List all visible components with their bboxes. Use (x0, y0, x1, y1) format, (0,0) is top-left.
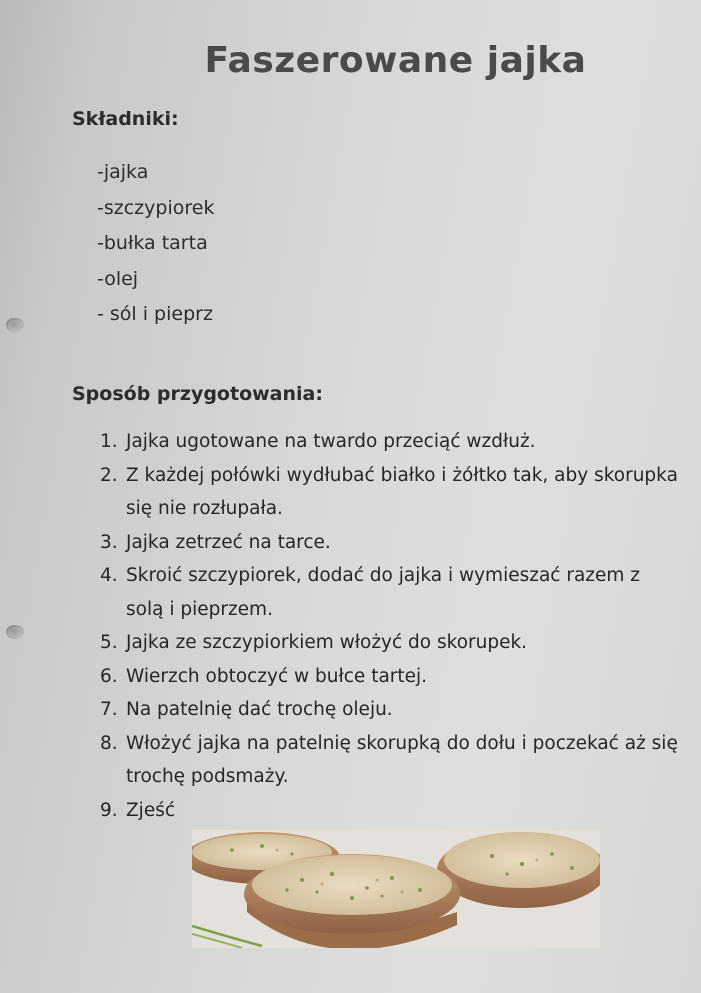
step-item (100, 660, 680, 694)
method-heading: Sposób przygotowania: (72, 383, 323, 405)
step-number: 7. (100, 699, 118, 720)
step-text: Na patelnię dać trochę oleju. (126, 699, 393, 720)
ingredient-item: - sól i pieprz (97, 303, 213, 325)
step-item (100, 693, 680, 727)
ingredient-item: -olej (97, 267, 139, 290)
punch-hole-bottom (6, 625, 24, 639)
step-item (100, 727, 680, 794)
steps-list (100, 425, 680, 827)
step-number: 3. (100, 531, 118, 553)
step-number: 1. (100, 431, 118, 452)
step-number: 4. (100, 565, 118, 586)
step-number: 6. (100, 665, 118, 687)
step-text: Z każdej połówki wydłubać białko i żółtko tak, aby skorupka się nie rozłupała. (126, 464, 678, 519)
ingredient-item: -jajka (97, 161, 149, 183)
step-item (100, 559, 680, 626)
step-item (100, 459, 680, 526)
stuffed-eggs-illustration (192, 830, 600, 948)
step-number: 5. (100, 632, 118, 653)
step-text: Zjeść (126, 799, 176, 821)
page-title: Faszerowane jajka (204, 40, 587, 81)
punch-hole-top (6, 318, 24, 332)
step-item (100, 526, 680, 560)
step-text: Włożyć jajka na patelnię skorupką do dołu i poczekać aż się trochę podsmaży. (126, 732, 678, 787)
step-item (100, 626, 680, 660)
ingredient-item: -bułka tarta (97, 232, 208, 254)
step-number: 2. (100, 464, 118, 486)
step-text: Jajka ze szczypiorkiem włożyć do skorupek. (126, 632, 528, 653)
ingredients-list (97, 155, 214, 333)
step-text: Skroić szczypiorek, dodać do jajka i wymieszać razem z solą i pieprzem. (126, 565, 640, 620)
step-item (100, 794, 680, 828)
step-text: Jajka zetrzeć na tarce. (126, 531, 331, 553)
step-number: 9. (100, 799, 118, 821)
ingredients-heading: Składniki: (72, 108, 179, 130)
step-number: 8. (100, 732, 118, 754)
ingredient-item: -szczypiorek (97, 196, 215, 219)
step-text: Jajka ugotowane na twardo przeciąć wzdłuż. (126, 431, 536, 452)
stuffed-eggs-photo (192, 830, 600, 948)
step-item (100, 425, 680, 459)
step-text: Wierzch obtoczyć w bułce tartej. (126, 665, 428, 687)
